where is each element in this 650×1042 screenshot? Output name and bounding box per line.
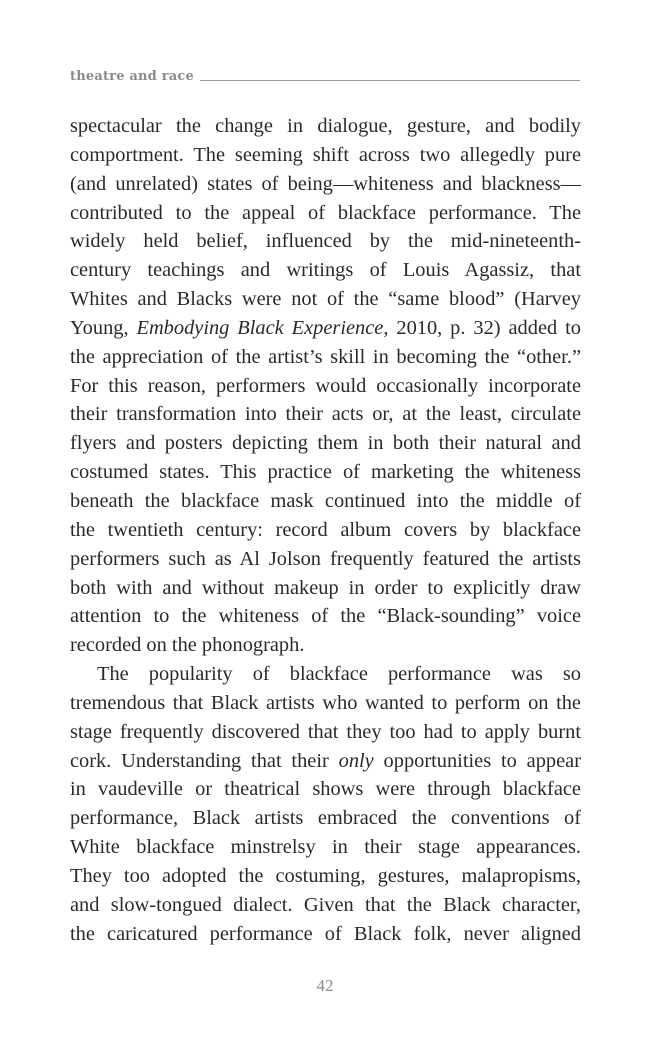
text-line: They too adopted the costuming, gestures, malapropisms, bbox=[70, 864, 581, 887]
text-line: comportment. The seeming shift across two allegedly pure bbox=[70, 143, 581, 166]
emphasis: only bbox=[338, 749, 374, 772]
text-line: the caricatured performance of Black folk, never aligned bbox=[70, 922, 581, 945]
text-line: attention to the whiteness of the “Black-sounding” voice bbox=[70, 605, 581, 628]
text-line: Whites and Blacks were not of the “same blood” (Harvey bbox=[70, 288, 581, 311]
book-title: Embodying Black Experience bbox=[136, 316, 384, 339]
text-line: stage frequently discovered that they too had to apply burnt bbox=[70, 720, 581, 743]
text-line: cork. Understanding that their only opportunities to appear bbox=[70, 749, 581, 772]
text-line: The popularity of blackface performance was so bbox=[97, 663, 581, 686]
text-line: tremendous that Black artists who wanted to perform on the bbox=[70, 691, 581, 714]
text-line: contributed to the appeal of blackface performance. The bbox=[70, 201, 581, 224]
text-line: and slow-tongued dialect. Given that the Black character, bbox=[70, 893, 581, 916]
text-line: costumed states. This practice of marketing the whiteness bbox=[70, 461, 581, 484]
text-line: performance, Black artists embraced the conventions of bbox=[70, 807, 581, 830]
text-line: the twentieth century: record album covers by blackface bbox=[70, 518, 581, 541]
text-line: their transformation into their acts or, at the least, circulate bbox=[70, 403, 581, 426]
text-line: century teachings and writings of Louis Agassiz, that bbox=[70, 259, 581, 282]
text-line: flyers and posters depicting them in both their natural and bbox=[70, 432, 581, 455]
text-line: in vaudeville or theatrical shows were through blackface bbox=[70, 778, 581, 801]
text-line: spectacular the change in dialogue, gesture, and bodily bbox=[70, 115, 581, 137]
running-head-rule bbox=[200, 80, 580, 81]
text-line: beneath the blackface mask continued into the middle of bbox=[70, 489, 581, 512]
text-line: Young, Embodying Black Experience, 2010, p. 32) added to bbox=[70, 316, 581, 339]
running-head bbox=[70, 64, 580, 84]
text-line: (and unrelated) states of being—whiteness and blackness— bbox=[70, 172, 581, 195]
body-text bbox=[70, 112, 581, 948]
text-line: For this reason, performers would occasionally incorporate bbox=[70, 374, 581, 397]
text-line: both with and without makeup in order to explicitly draw bbox=[70, 576, 581, 599]
text-line: performers such as Al Jolson frequently featured the artists bbox=[70, 547, 581, 570]
text-line: the appreciation of the artist’s skill in becoming the “other.” bbox=[70, 345, 581, 368]
text-line: White blackface minstrelsy in their stage appearances. bbox=[70, 836, 581, 859]
running-head-title: theatre and race bbox=[70, 69, 194, 84]
text-line: widely held belief, influenced by the mid-nineteenth- bbox=[70, 230, 581, 253]
page-number: 42 bbox=[316, 976, 334, 995]
text-line: recorded on the phonograph. bbox=[70, 634, 305, 657]
